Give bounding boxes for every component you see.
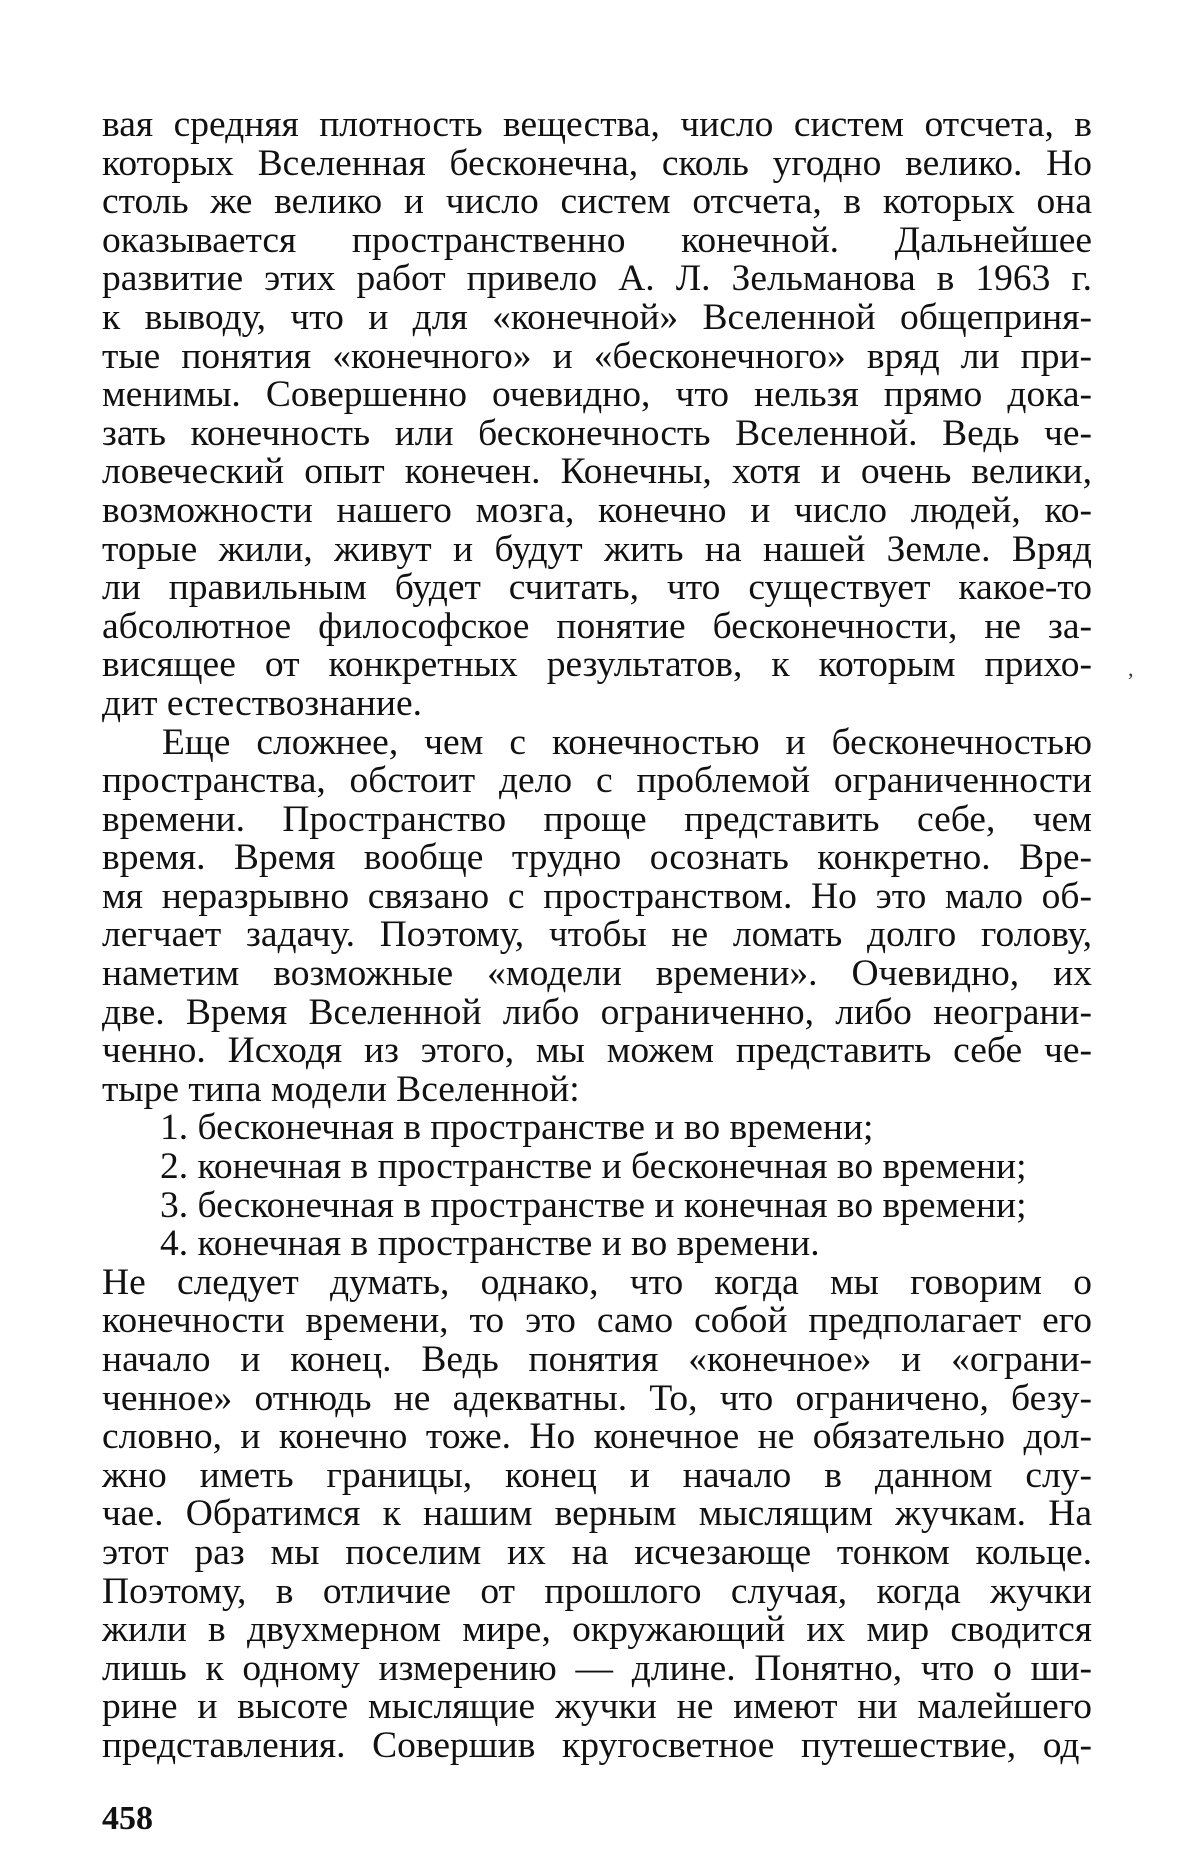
text-line: развитие этих работ привело А. Л. Зельманова в 1963 г.: [102, 258, 1092, 300]
text-line: конечности времени, то это само собой предполагает его: [102, 1300, 1092, 1342]
text-line: оказывается пространственно конечной. Дальнейшее: [102, 219, 1092, 261]
text-line: ченно. Исходя из этого, мы можем представить себе че-: [102, 1030, 1092, 1072]
text-line: висящее от конкретных результатов, к которым прихо-: [102, 644, 1092, 686]
text-line: времени. Пространство проще представить себе, чем: [102, 798, 1092, 840]
text-line: пространства, обстоит дело с проблемой ограниченности: [102, 760, 1092, 802]
list-item: 3. бесконечная в пространстве и конечная во времени;: [160, 1184, 1027, 1226]
text-line: представления. Совершив кругосветное путешествие, од-: [102, 1724, 1092, 1766]
text-line: жно иметь границы, конец и начало в данном слу-: [102, 1454, 1092, 1496]
text-line: тые понятия «конечного» и «бесконечного» вряд ли при-: [102, 335, 1092, 377]
text-line: ченное» отнюдь не адекватны. То, что ограничено, безу-: [102, 1377, 1092, 1419]
text-line: мя неразрывно связано с пространством. Но это мало об-: [102, 875, 1092, 917]
text-line: возможности нашего мозга, конечно и число людей, ко-: [102, 489, 1092, 531]
text-line: жили в двухмерном мире, окружающий их мир сводится: [102, 1609, 1092, 1651]
stray-mark: ,: [1128, 656, 1134, 681]
list-item: 4. конечная в пространстве и во времени.: [160, 1223, 820, 1265]
text-line: Поэтому, в отличие от прошлого случая, когда жучки: [102, 1570, 1092, 1612]
text-line: зать конечность или бесконечность Вселенной. Ведь че-: [102, 412, 1092, 454]
paragraph-3: [102, 1261, 1092, 1766]
text-line: тыре типа модели Вселенной:: [102, 1068, 580, 1110]
text-line: лишь к одному измерению — длине. Понятно, что о ши-: [102, 1647, 1092, 1689]
paragraph-1: [102, 106, 1092, 724]
text-line: менимы. Совершенно очевидно, что нельзя прямо дока-: [102, 374, 1092, 416]
text-line: ли правильным будет считать, что существует какое-то: [102, 567, 1092, 609]
text-line: чае. Обратимся к нашим верным мыслящим жучкам. На: [102, 1493, 1092, 1535]
text-line: начало и конец. Ведь понятия «конечное» и «ограни-: [102, 1339, 1092, 1380]
text-line: столь же велико и число систем отсчета, в которых она: [102, 181, 1092, 223]
text-line: две. Время Вселенной либо ограниченно, либо неограни-: [102, 991, 1092, 1033]
list-item: 2. конечная в пространстве и бесконечная во времени;: [160, 1146, 1027, 1188]
page-number: 458: [102, 1800, 153, 1837]
page-body: [102, 106, 1092, 1766]
text-line: словно, и конечно тоже. Но конечное не обязательно дол-: [102, 1416, 1092, 1458]
text-line: к выводу, что и для «конечной» Вселенной общеприня-: [102, 296, 1092, 338]
text-line: торые жили, живут и будут жить на нашей Земле. Вряд: [102, 528, 1092, 570]
text-line: время. Время вообще трудно осознать конкретно. Вре-: [102, 837, 1092, 879]
text-line: рине и высоте мыслящие жучки не имеют ни малейшего: [102, 1686, 1092, 1728]
list-item: 1. бесконечная в пространстве и во времени;: [160, 1107, 874, 1149]
text-line: Не следует думать, однако, что когда мы говорим о: [102, 1261, 1092, 1303]
text-line: этот раз мы поселим их на исчезающе тонком кольце.: [102, 1531, 1092, 1573]
text-line: наметим возможные «модели времени». Очевидно, их: [102, 953, 1092, 995]
text-line: ловеческий опыт конечен. Конечны, хотя и очень велики,: [102, 451, 1092, 493]
model-list: [102, 1109, 1092, 1263]
text-line: легчает задачу. Поэтому, чтобы не ломать долго голову,: [102, 914, 1092, 956]
paragraph-2: [102, 721, 1092, 1110]
text-line: абсолютное философское понятие бесконечности, не за-: [102, 605, 1092, 647]
text-line: Еще сложнее, чем с конечностью и бесконечностью: [162, 721, 1092, 763]
text-line: дит естествознание.: [102, 682, 423, 724]
text-line: которых Вселенная бесконечна, сколь угодно велико. Но: [102, 142, 1092, 184]
text-line: вая средняя плотность вещества, число систем отсчета, в: [102, 104, 1092, 145]
